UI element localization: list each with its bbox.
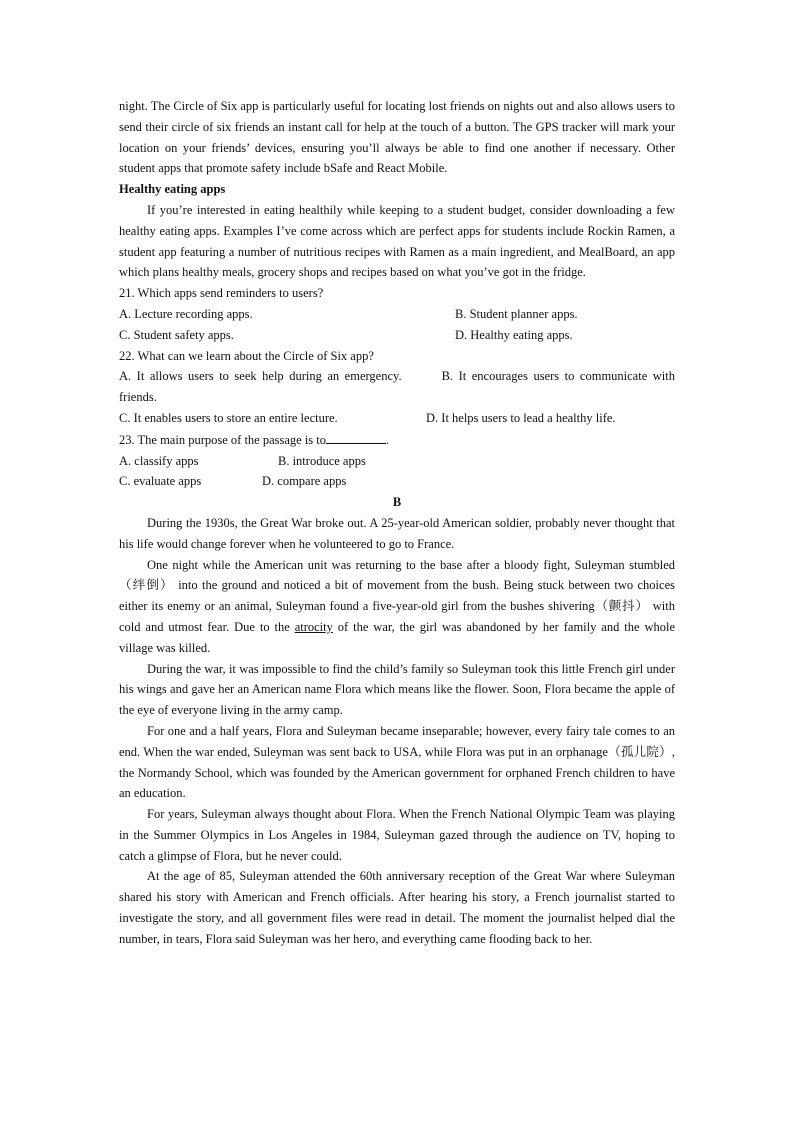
q23-option-d[interactable]: D. compare apps [262, 474, 347, 489]
section-b-paragraph-6: At the age of 85, Suleyman attended the 60th anniversary reception of the Great War where Suleyman shared his story with American and French officials. After hearing his story, a French journalist started to investigate the story, and all government files were read in detail. The moment the journalist helped dial the number, in tears, Flora said Suleyman was her hero, and everything came flooding back to her. [119, 869, 675, 946]
section-b-paragraph-2 [119, 555, 675, 659]
healthy-eating-paragraph: If you’re interested in eating healthily while keeping to a student budget, consider downloading a few healthy eating apps. Examples I’ve come across which are perfect apps for students include Rockin Ramen, a student app featuring a number of nutritious recipes with Ramen as a main ingredient, and MealBoard, an app which plans healthy meals, grocery shops and recipes based on what you’ve got in the fridge. [119, 202, 675, 280]
p2-text-before: One night while the American unit was returning to the base after a bloody fight, Suleyman stumbled（绊倒） into the ground and noticed a bit of movement from the bush. Being stuck between two choices either its enemy or an animal, Suleyman found a five-year-old girl from the bushes shivering（颤抖） with cold and utmost fear. Due to the [119, 557, 675, 634]
question-21-stem: 21. Which apps send reminders to users? [119, 286, 324, 301]
q23-option-c[interactable]: C. evaluate apps [119, 474, 202, 489]
q22-option-b[interactable]: B. It encourages users to communicate with friends. [119, 369, 675, 405]
section-b-paragraph-1: During the 1930s, the Great War broke out. A 25-year-old American soldier, probably never thought that his life would change forever when he volunteered to go to France. [119, 515, 675, 551]
q21-option-d[interactable]: D. Healthy eating apps. [455, 327, 573, 342]
q23-option-b[interactable]: B. introduce apps [278, 453, 366, 468]
document-page [119, 96, 675, 950]
underlined-word-atrocity: atrocity [294, 619, 333, 634]
question-23-stem-line [119, 429, 675, 451]
section-b-paragraph-4: For one and a half years, Flora and Suleyman became inseparable; however, every fairy tale comes to an end. When the war ended, Suleyman was sent back to USA, while Flora was put in an orphanage（孤儿院）, the Normandy School, which was founded by the American government for orphaned French children to have an education. [119, 723, 675, 801]
q22-option-a[interactable]: A. It allows users to seek help during an emergency. [119, 369, 402, 384]
p2-text-after: of the war, the girl was abandoned by her family and the whole village was killed. [119, 619, 675, 655]
q22-option-c[interactable]: C. It enables users to store an entire lecture. [119, 410, 338, 425]
question-22-options-row2 [119, 408, 675, 429]
q21-option-c[interactable]: C. Student safety apps. [119, 327, 234, 342]
question-23-stem: 23. The main purpose of the passage is to [119, 432, 327, 447]
healthy-eating-heading: Healthy eating apps [119, 182, 226, 197]
question-22-stem: 22. What can we learn about the Circle of Six app? [119, 348, 374, 363]
q21-option-a[interactable]: A. Lecture recording apps. [119, 306, 253, 321]
q21-option-b[interactable]: B. Student planner apps. [455, 306, 578, 321]
q23-option-a[interactable]: A. classify apps [119, 453, 199, 468]
section-b-paragraph-3: During the war, it was impossible to find the child’s family so Suleyman took this little French girl under his wings and gave her an American name Flora which means like the flower. Soon, Flora became the apple of the eye of everyone living in the army camp. [119, 661, 675, 718]
question-23-options-row1 [119, 451, 675, 472]
question-21-options-row1 [119, 304, 675, 325]
section-b-title: B [392, 495, 402, 510]
answer-blank[interactable] [326, 429, 386, 444]
intro-paragraph: night. The Circle of Six app is particularly useful for locating lost friends on nights out and also allows users to send their circle of six friends an instant call for help at the touch of a button. The GPS tracker will mark your location on your friends’ devices, ensuring you’ll always be able to find one another if necessary. Other student apps that promote safety include bSafe and React Mobile. [119, 99, 675, 176]
question-22-options-row1 [119, 366, 675, 408]
question-21-options-row2 [119, 325, 675, 346]
question-23-options-row2 [119, 471, 675, 492]
section-b-paragraph-5: For years, Suleyman always thought about Flora. When the French National Olympic Team was playing in the Summer Olympics in Los Angeles in 1984, Suleyman gazed through the audience on TV, hoping to catch a glimpse of Flora, but he never could. [119, 807, 675, 863]
q22-option-d[interactable]: D. It helps users to lead a healthy life. [426, 410, 616, 425]
question-23-stem-end: . [386, 432, 390, 447]
